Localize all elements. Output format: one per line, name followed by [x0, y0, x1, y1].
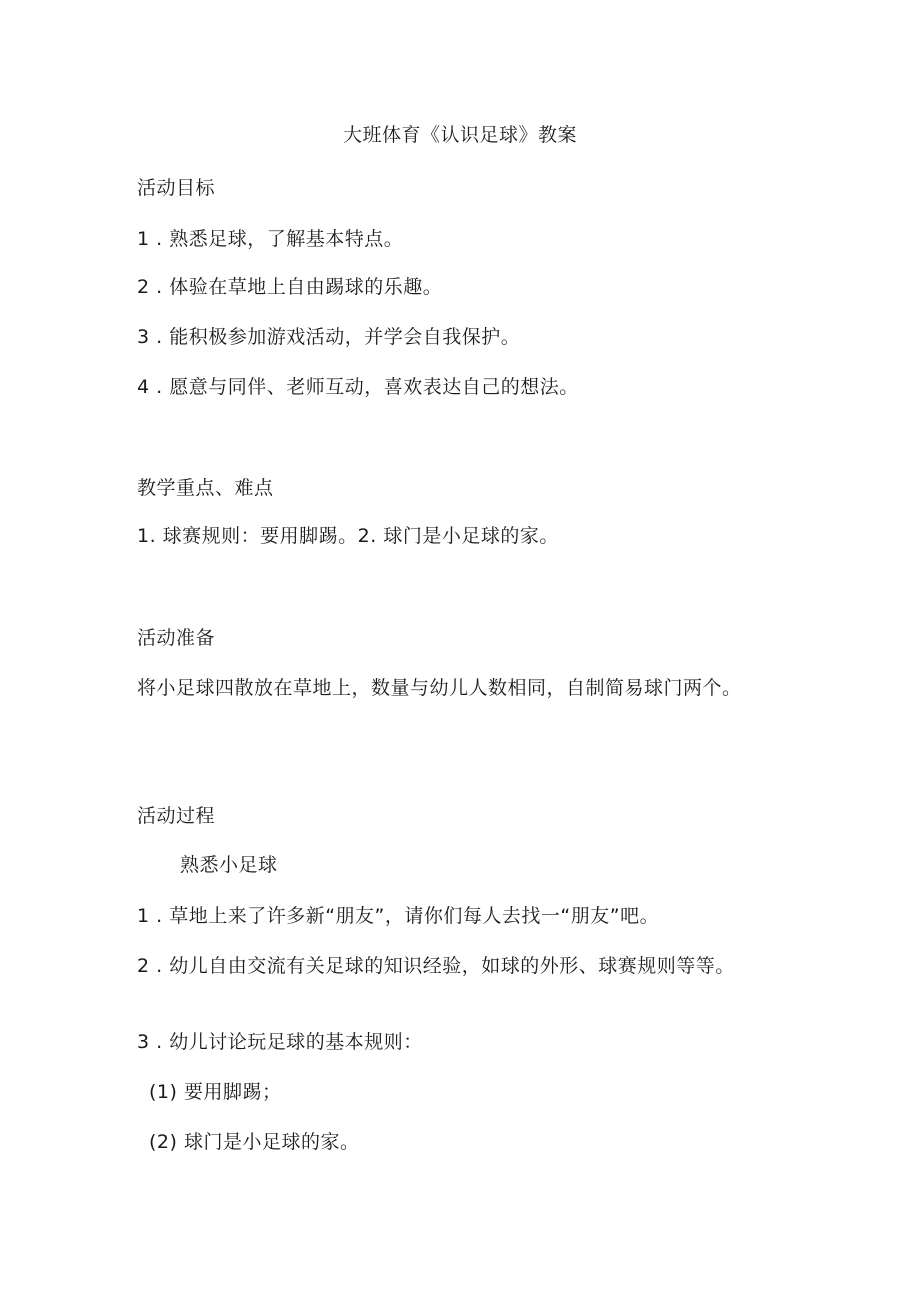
- document-title: 大班体育《认识足球》教案: [342, 124, 577, 146]
- rule-item-1: (1) 要用脚踢；: [149, 1081, 282, 1103]
- section-heading-key-points: 教学重点、难点: [137, 477, 274, 499]
- process-item-1: 1 . 草地上来了许多新“朋友”，请你们每人去找一“朋友”吧。: [137, 905, 660, 927]
- goal-item-3: 3 . 能积极参加游戏活动，并学会自我保护。: [137, 326, 521, 348]
- section-heading-preparation: 活动准备: [137, 627, 216, 649]
- goal-item-4: 4 . 愿意与同伴、老师互动，喜欢表达自己的想法。: [137, 376, 579, 398]
- rule-item-2: (2) 球门是小足球的家。: [149, 1131, 360, 1153]
- process-item-2: 2 . 幼儿自由交流有关足球的知识经验，如球的外形、球赛规则等等。: [137, 955, 735, 977]
- process-item-3: 3 . 幼儿讨论玩足球的基本规则：: [137, 1031, 423, 1053]
- goal-item-2: 2 . 体验在草地上自由踢球的乐趣。: [137, 276, 443, 298]
- key-points-text: 1. 球赛规则：要用脚踢。2. 球门是小足球的家。: [137, 525, 559, 547]
- process-subheading: 熟悉小足球: [180, 854, 278, 876]
- section-heading-goals: 活动目标: [137, 177, 216, 199]
- section-heading-process: 活动过程: [137, 805, 216, 827]
- preparation-text: 将小足球四散放在草地上，数量与幼儿人数相同，自制简易球门两个。: [137, 677, 742, 699]
- goal-item-1: 1 . 熟悉足球，了解基本特点。: [137, 228, 404, 250]
